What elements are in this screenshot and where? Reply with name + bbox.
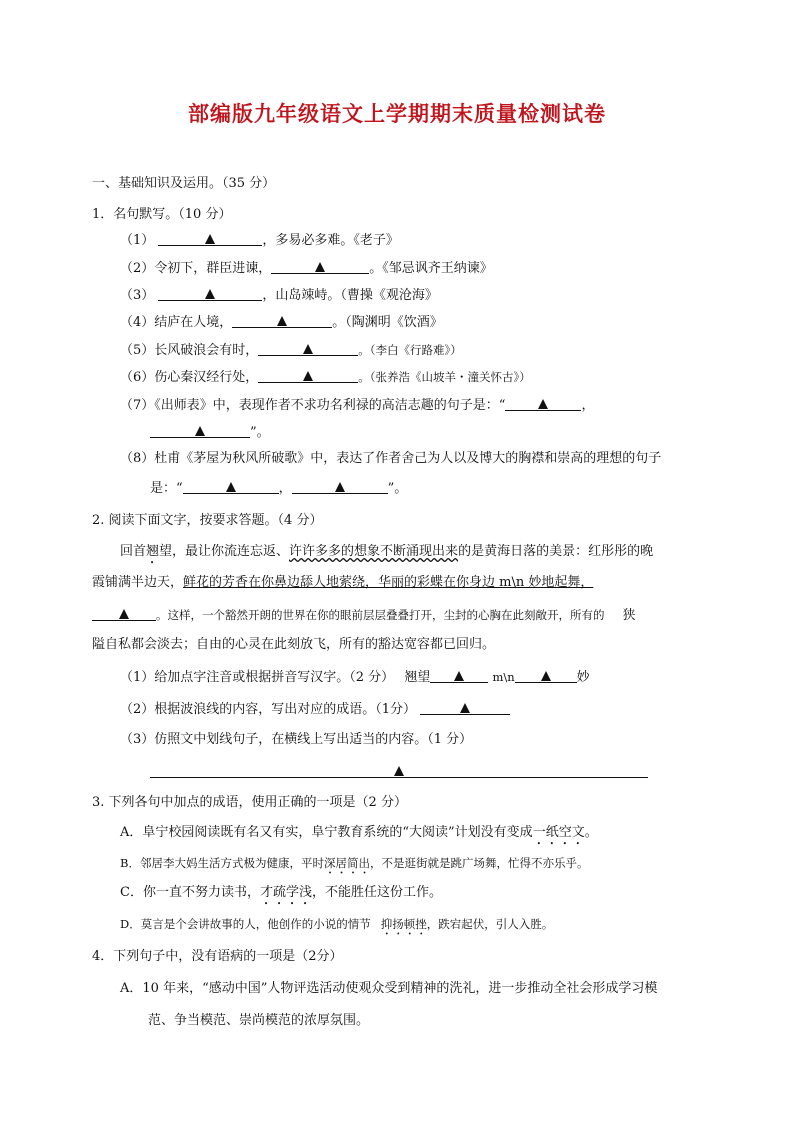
triangle-marker-icon <box>119 609 129 619</box>
answer-blank[interactable] <box>515 667 577 683</box>
answer-blank[interactable] <box>430 667 488 683</box>
answer-blank[interactable] <box>92 605 156 621</box>
q1-item-6: （6）伤心秦汉经行处， 。（张养浩《山坡羊・潼关怀古》） <box>120 367 531 387</box>
q1-item-4: （4）结庐在人境， 。（陶渊明《饮酒》 <box>120 312 443 332</box>
q1-item-8-cont: 是：“ ， ”。 <box>150 478 407 498</box>
q3-option-a: A．阜宁校园阅读既有名又有实，阜宁教育系统的“大阅读”计划没有变成一纸空文。 <box>120 825 598 840</box>
triangle-marker-icon <box>315 262 325 272</box>
triangle-marker-icon <box>205 234 215 244</box>
question-1-heading: 1．名句默写。（10 分） <box>92 207 232 222</box>
triangle-marker-icon <box>541 671 551 681</box>
q2-sub-1: （1）给加点字注音或根据拼音写汉字。（2 分） 翘望 m\n 妙 <box>120 667 590 687</box>
q3-option-c: C．你一直不努力读书，才疏学浅，不能胜任这份工作。 <box>120 885 442 900</box>
triangle-marker-icon <box>303 371 313 381</box>
answer-blank[interactable] <box>420 699 510 715</box>
answer-blank[interactable] <box>258 340 358 356</box>
question-2-heading: 2. 阅读下面文字，按要求答题。（4 分） <box>92 513 323 528</box>
q4-option-a-cont: 范、争当模范、崇尚模范的浓厚氛围。 <box>148 1013 370 1028</box>
q2-sub-2: （2）根据波浪线的内容，写出对应的成语。（1分） <box>120 699 510 719</box>
triangle-marker-icon <box>195 426 205 436</box>
triangle-marker-icon <box>277 316 287 326</box>
q2-sub-3-answer <box>150 762 648 782</box>
q1-item-1: （1） ，多易必多难。《老子》 <box>120 230 399 250</box>
triangle-marker-icon <box>538 399 548 409</box>
answer-blank[interactable] <box>158 285 262 301</box>
q3-option-d: D．莫言是个会讲故事的人，他创作的小说的情节 抑扬顿挫，跌宕起伏，引人入胜。 <box>120 917 554 931</box>
q3-option-b: B．邻居李大妈生活方式极为健康，平时深居简出，不是逛街就是跳广场舞，忙得不亦乐乎。 <box>120 856 589 870</box>
q1-item-5: （5）长风破浪会有时， 。（李白《行路难》） <box>120 340 462 360</box>
answer-blank[interactable] <box>232 312 332 328</box>
q4-option-a: A．10 年来，“感动中国”人物评选活动使观众受到精神的洗礼，进一步推动全社会形成学习模 <box>120 981 658 996</box>
q1-item-7-cont: ”。 <box>150 422 270 442</box>
q1-item-2: （2）令初下，群臣进谏， 。《邹忌讽齐王纳谏》 <box>120 258 493 278</box>
q1-item-8: （8）杜甫《茅屋为秋风所破歌》中，表达了作者舍己为人以及博大的胸襟和崇高的理想的句子 <box>120 451 662 466</box>
answer-blank[interactable] <box>183 478 279 494</box>
q1-item-3: （3） ，山岛竦峙。（曹操《观沧海》 <box>120 285 438 305</box>
answer-blank[interactable] <box>505 395 581 411</box>
answer-blank[interactable] <box>292 478 388 494</box>
answer-blank[interactable] <box>258 367 358 383</box>
triangle-marker-icon <box>303 344 313 354</box>
triangle-marker-icon <box>205 289 215 299</box>
passage-line-2: 霞铺满半边天，鲜花的芳香在你鼻边舔人地萦绕，华丽的彩蝶在你身边 m\n 妙地起舞， <box>92 575 594 590</box>
answer-blank[interactable] <box>150 422 250 438</box>
triangle-marker-icon <box>335 482 345 492</box>
answer-blank[interactable] <box>150 762 648 778</box>
triangle-marker-icon <box>454 671 464 681</box>
passage-line-4: 隘自私都会淡去；自由的心灵在此刻放飞，所有的豁达宽容都已回归。 <box>92 637 496 652</box>
question-4-heading: 4．下列句子中，没有语病的一项是（2分） <box>92 949 343 964</box>
q2-sub-3: （3）仿照文中划线句子，在横线上写出适当的内容。（1 分） <box>120 732 473 747</box>
section-heading: 一、基础知识及运用。（35 分） <box>92 176 276 191</box>
passage-line-1: 回首翘望，最让你流连忘返、许许多多的想象不断涌现出来的是黄海日落的美景：红彤彤的晚 <box>120 544 654 559</box>
question-3-heading: 3. 下列各句中加点的成语，使用正确的一项是（2 分） <box>92 795 407 810</box>
page-title: 部编版九年级语文上学期期末质量检测试卷 <box>188 102 606 126</box>
answer-blank[interactable] <box>158 230 262 246</box>
q1-item-7: （7）《出师表》中，表现作者不求功名利禄的高洁志趣的句子是：“ ， <box>120 395 594 415</box>
triangle-marker-icon <box>460 703 470 713</box>
answer-blank[interactable] <box>271 258 369 274</box>
triangle-marker-icon <box>394 766 404 776</box>
passage-line-3: 。这样，一个豁然开朗的世界在你的眼前层层叠叠打开，尘封的心胸在此刻敞开，所有的 狭 <box>92 605 636 625</box>
triangle-marker-icon <box>226 482 236 492</box>
